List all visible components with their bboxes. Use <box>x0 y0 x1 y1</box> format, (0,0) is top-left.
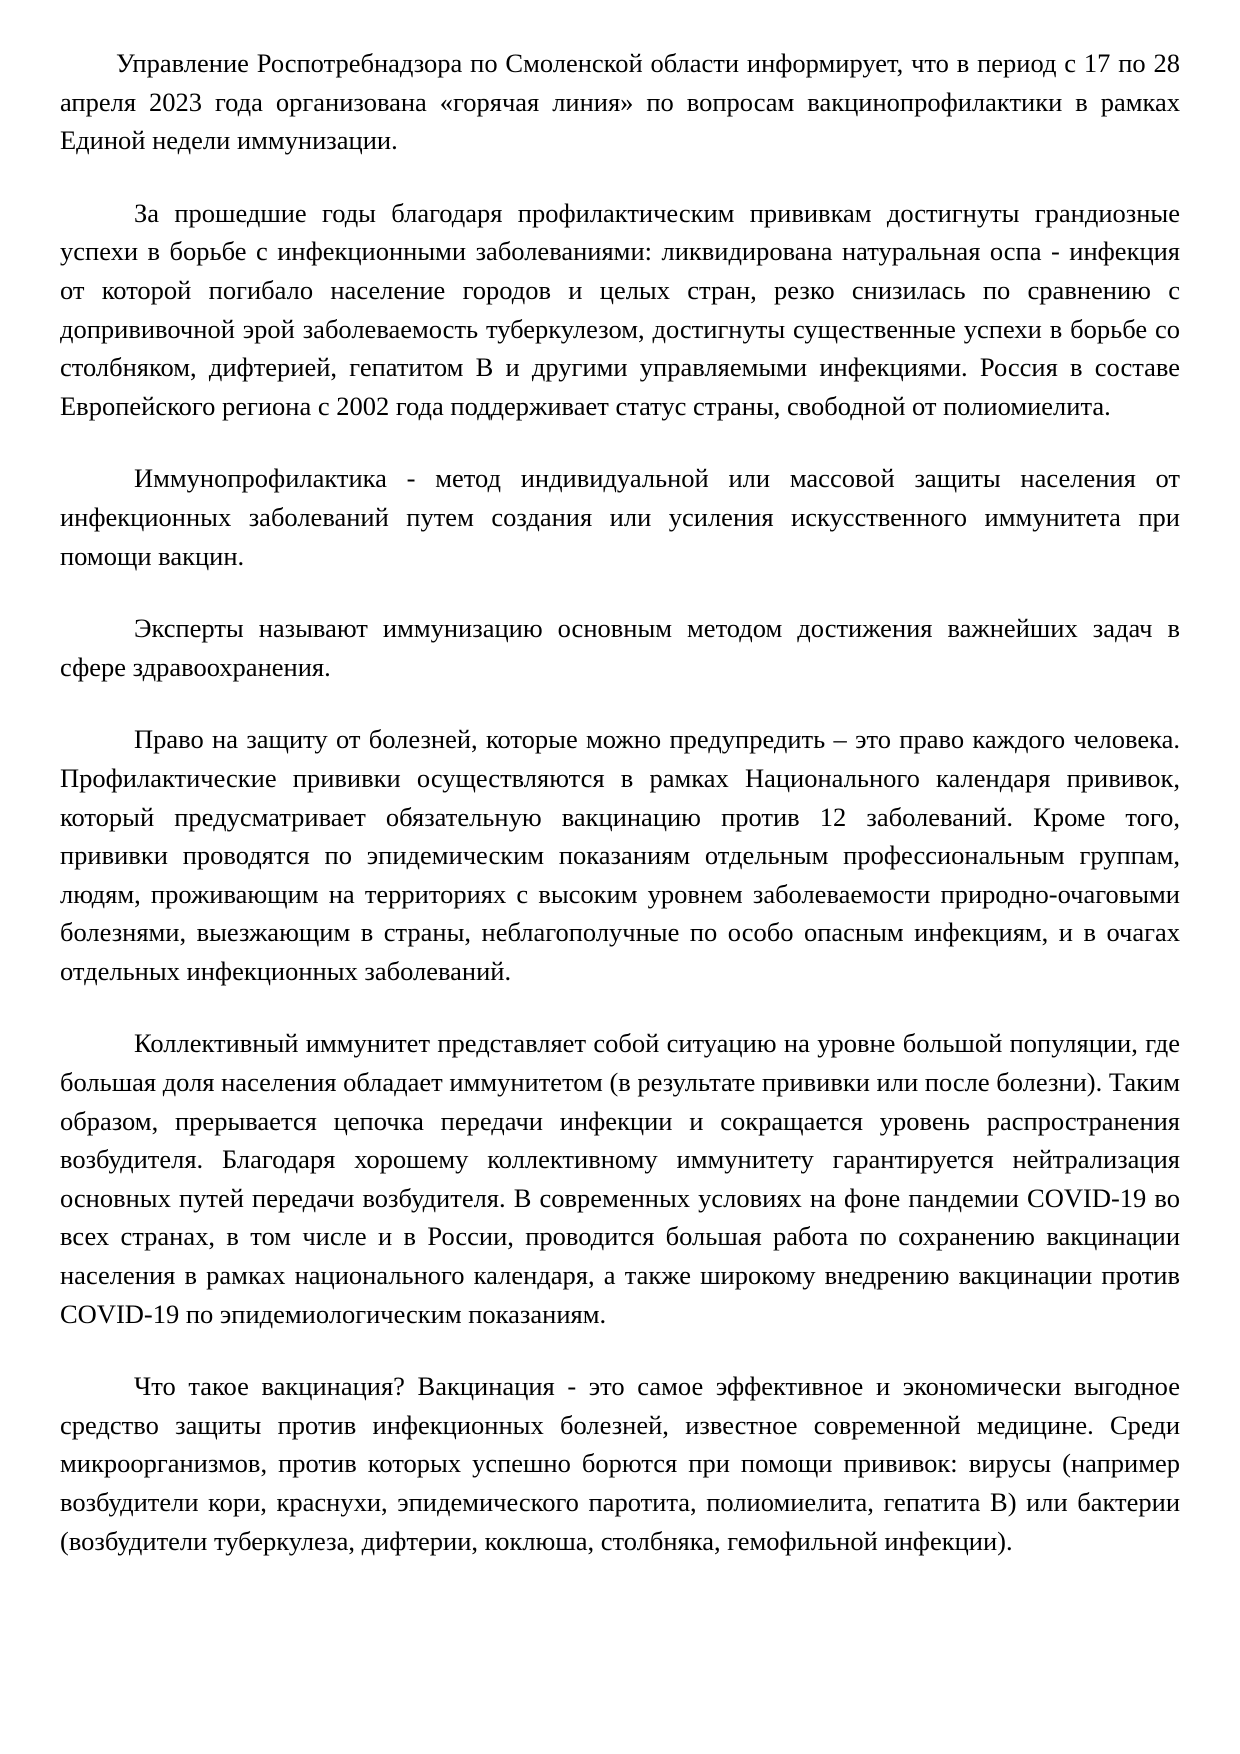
paragraph-collective-immunity: Коллективный иммунитет представляет собой ситуацию на уровне большой популяции, где большая доля населения обладает иммунитетом (в результате прививки или после болезни). Таким образом, прерывается цепочка передачи инфекции и сокращается уровень распространения возбудителя. Благодаря хорошему коллективному иммунитету гарантируется нейтрализация основных путей передачи возбудителя. В современных условиях на фоне пандемии COVID-19 во всех странах, в том числе и в России, проводится большая работа по сохранению вакцинации населения в рамках национального календаря, а также широкому внедрению вакцинации против COVID-19 по эпидемиологическим показаниям. <box>60 1028 1180 1329</box>
paragraph-what-is-vaccination: Что такое вакцинация? Вакцинация - это самое эффективное и экономически выгодное средство защиты против инфекционных болезней, известное современной медицине. Среди микроорганизмов, против которых успешно борются при помощи прививок: вирусы (например возбудители кори, краснухи, эпидемического паротита, полиомиелита, гепатита В) или бактерии (возбудители туберкулеза, дифтерии, коклюша, столбняка, гемофильной инфекции). <box>60 1371 1180 1556</box>
document-page <box>60 44 1180 1594</box>
paragraph-hotline-announcement: Управление Роспотребнадзора по Смоленской области информирует, что в период с 17 по 28 апреля 2023 года организована «горячая линия» по вопросам вакцинопрофилактики в рамках Единой недели иммунизации. <box>60 48 1180 156</box>
paragraph-immunoprophylaxis-definition: Иммунопрофилактика - метод индивидуальной или массовой защиты населения от инфекционных заболеваний путем создания или усиления искусственного иммунитета при помощи вакцин. <box>60 463 1180 571</box>
paragraph-experts-opinion: Эксперты называют иммунизацию основным методом достижения важнейших задач в сфере здравоохранения. <box>60 613 1180 682</box>
paragraph-vaccination-successes: За прошедшие годы благодаря профилактическим прививкам достигнуты грандиозные успехи в борьбе с инфекционными заболеваниями: ликвидирована натуральная оспа - инфекция от которой погибало население городов и целых стран, резко снизилась по сравнению с допрививочной эрой заболеваемость туберкулезом, достигнуты существенные успехи в борьбе со столбняком, дифтерией, гепатитом В и другими управляемыми инфекциями. Россия в составе Европейского региона с 2002 года поддерживает статус страны, свободной от полиомиелита. <box>60 197 1180 421</box>
paragraph-national-calendar: Право на защиту от болезней, которые можно предупредить – это право каждого человека. Профилактические прививки осуществляются в рамках Национального календаря прививок, который предусматривает обязательную вакцинацию против 12 заболеваний. Кроме того, прививки проводятся по эпидемическим показаниям отдельным профессиональным группам, людям, проживающим на территориях с высоким уровнем заболеваемости природно-очаговыми болезнями, выезжающим в страны, неблагополучные по особо опасным инфекциям, и в очагах отдельных инфекционных заболеваний. <box>60 724 1180 986</box>
